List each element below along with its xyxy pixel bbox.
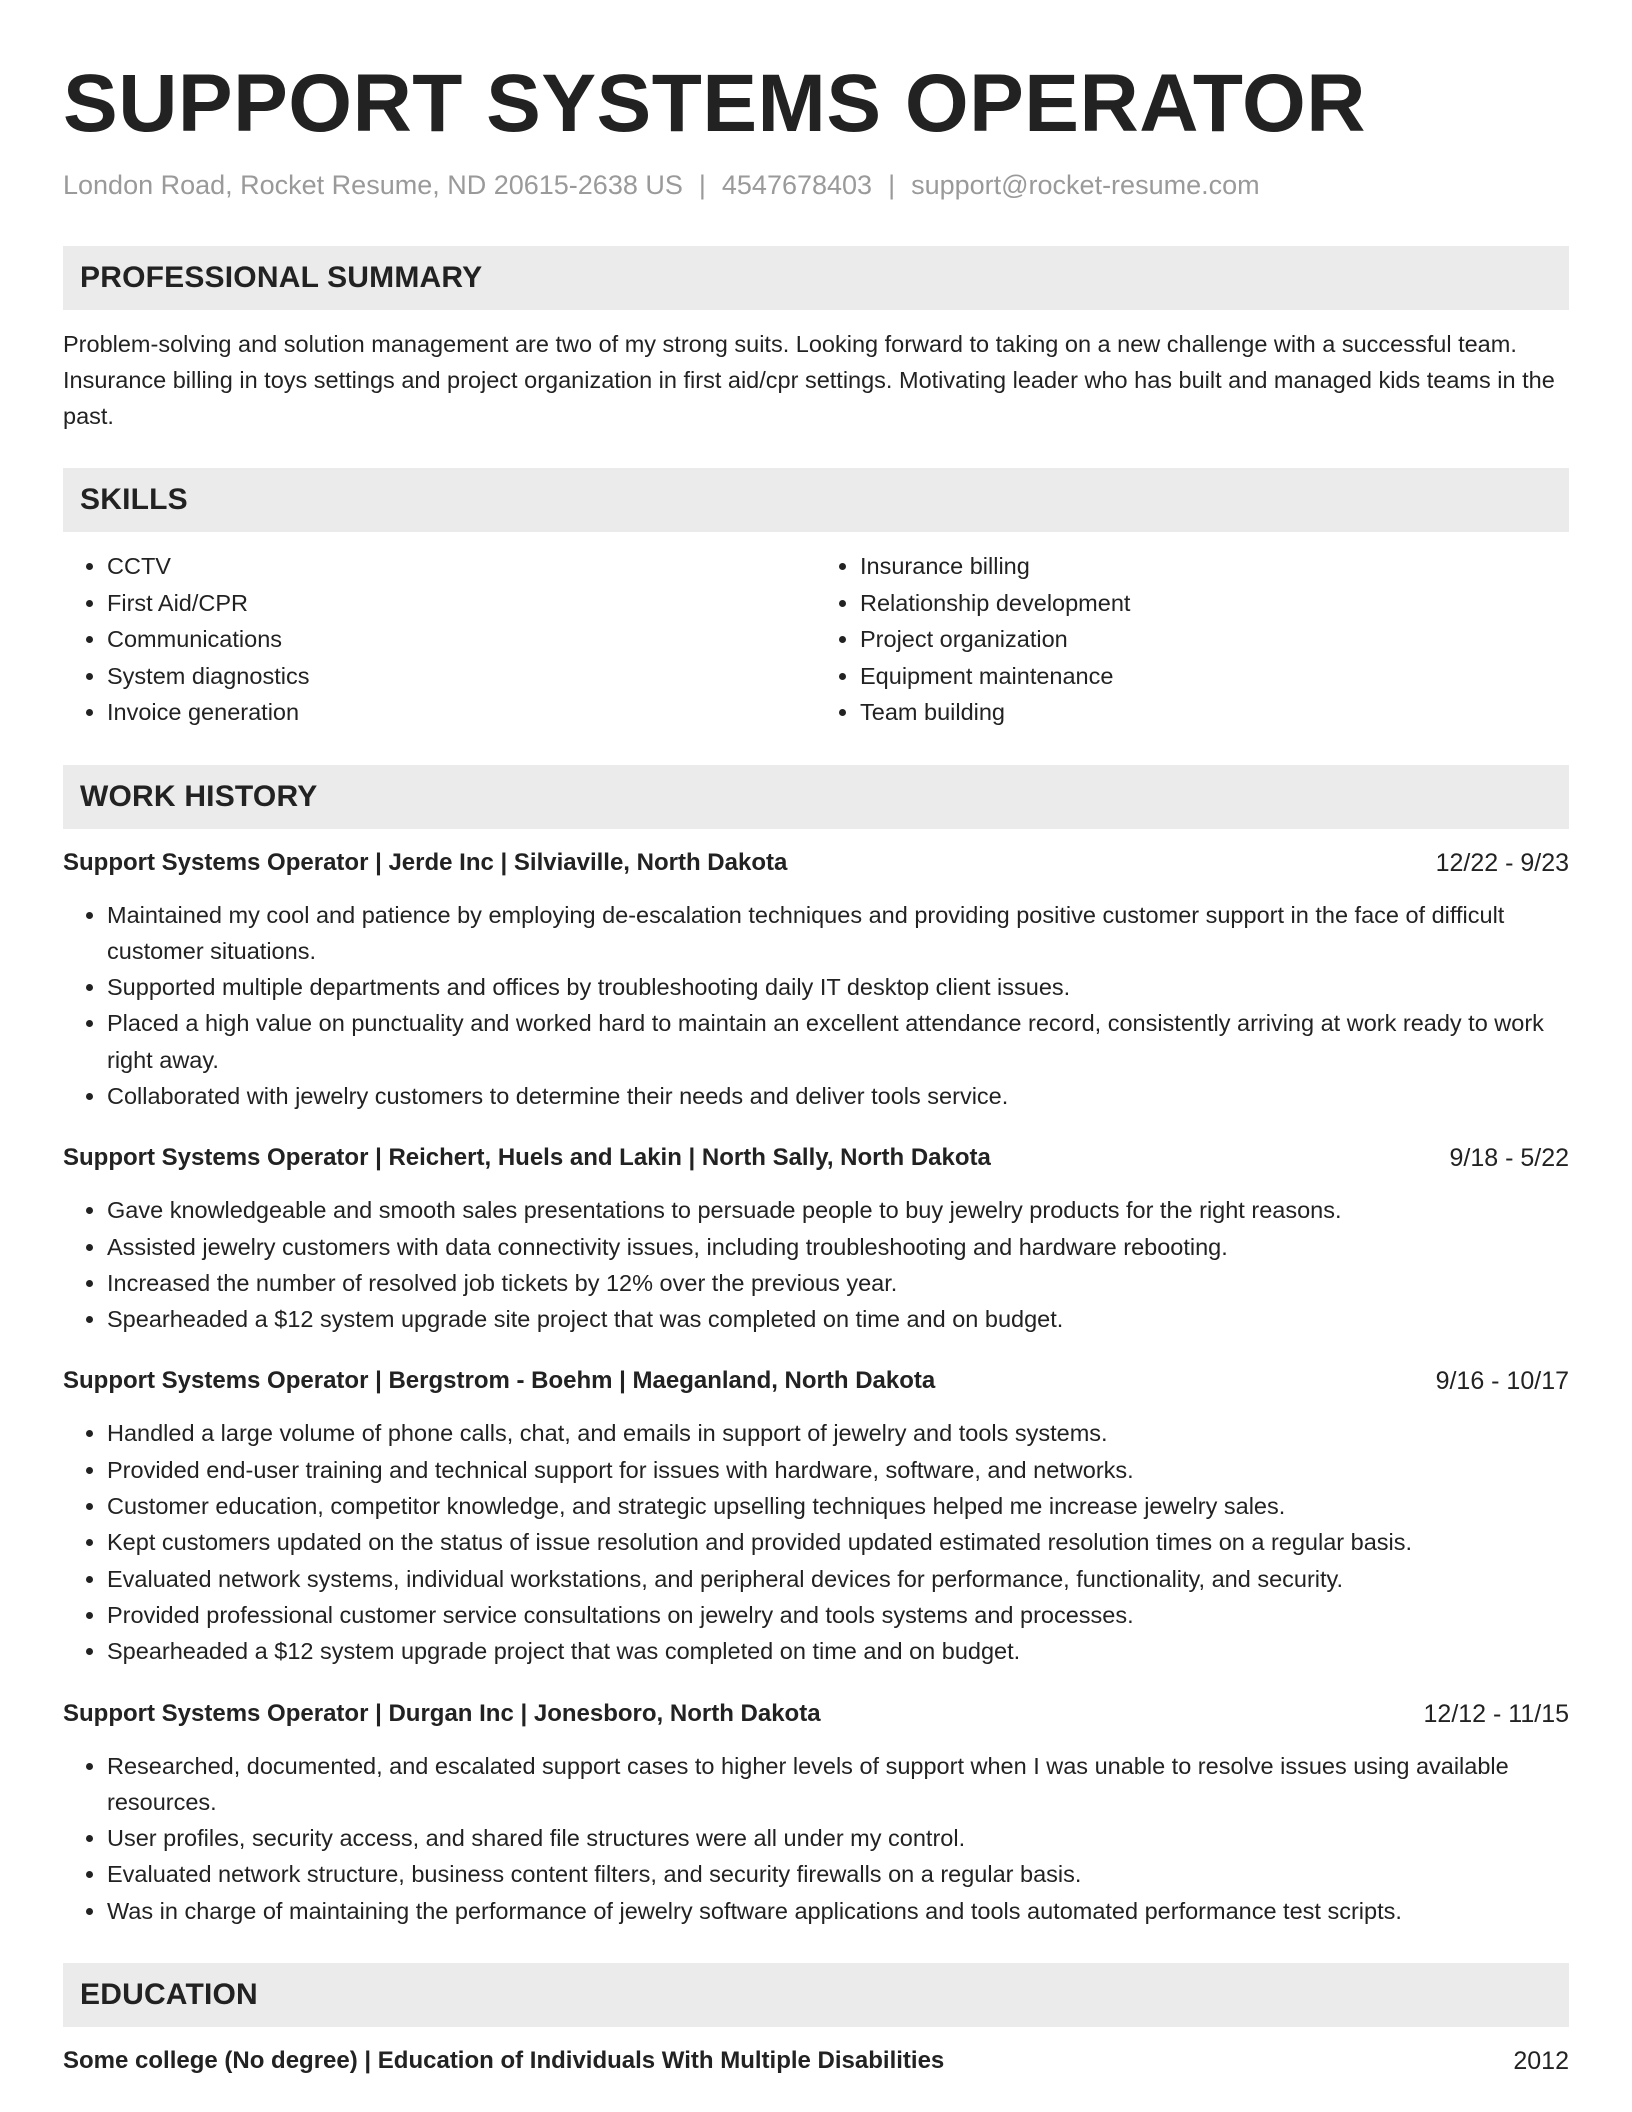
section-header-skills [63,468,1569,532]
job-bullet: • Was in charge of maintaining the performance of jewelry software applications and tools automated performance test scripts. [107,1893,1569,1929]
job-heading-row [63,1140,1569,1176]
job-entry [63,1363,1569,1669]
summary-text: Problem-solving and solution management are two of my strong suits. Looking forward to taking on a new challenge with a successful team. Insurance billing in toys settings and project organization in first aid/cpr settings. Motivating leader who has built and managed kids teams in the past. [63,331,1555,429]
skill-item: • Insurance billing [860,548,1569,585]
job-title: Support Systems Operator | Durgan Inc | Jonesboro, North Dakota [63,1699,821,1727]
education-title: Some college (No degree) | Education of Individuals With Multiple Disabilities [63,2047,945,2075]
education-entry [63,2043,1569,2079]
skill-item: • Equipment maintenance [860,658,1569,695]
job-heading-row [63,1363,1569,1399]
job-bullets [63,1415,1569,1669]
job-dates: 12/12 - 11/15 [1423,1699,1569,1728]
job-title: Support Systems Operator | Reichert, Huels and Lakin | North Sally, North Dakota [63,1144,991,1172]
section-title: SKILLS [80,483,188,516]
job-bullet: • Gave knowledgeable and smooth sales presentations to persuade people to buy jewelry products for the right reasons. [107,1192,1569,1228]
job-bullet: • Evaluated network systems, individual workstations, and peripheral devices for performance, functionality, and security. [107,1561,1569,1597]
job-entry [63,845,1569,1115]
address: London Road, Rocket Resume, ND 20615-2638 US [63,170,683,200]
phone-number: 4547678403 [721,170,873,200]
job-title: Support Systems Operator | Jerde Inc | Silviaville, North Dakota [63,848,788,876]
job-bullet: • Assisted jewelry customers with data connectivity issues, including troubleshooting and hardware rebooting. [107,1229,1569,1265]
section-title: PROFESSIONAL SUMMARY [80,261,483,294]
job-bullet: • Maintained my cool and patience by employing de-escalation techniques and providing positive customer support in the face of difficult customer situations. [107,897,1569,970]
job-bullet: • Handled a large volume of phone calls, chat, and emails in support of jewelry and tools systems. [107,1415,1569,1451]
job-bullet: • Spearheaded a $12 system upgrade project that was completed on time and on budget. [107,1633,1569,1669]
job-bullet: • Supported multiple departments and offices by troubleshooting daily IT desktop client issues. [107,969,1569,1005]
contact-line [63,168,1569,202]
job-heading-row [63,1696,1569,1732]
skill-item: • CCTV [107,548,816,585]
section-header-work-history [63,765,1569,829]
job-bullet: • User profiles, security access, and shared file structures were all under my control. [107,1820,1569,1856]
job-entry [63,1140,1569,1337]
skill-item: • First Aid/CPR [107,585,816,622]
skills-column-left [63,548,816,731]
job-dates: 9/16 - 10/17 [1435,1367,1569,1396]
skill-item: • Communications [107,621,816,658]
email-address: support@rocket-resume.com [911,170,1260,200]
job-dates: 9/18 - 5/22 [1449,1144,1569,1173]
skills-list [63,548,1569,731]
job-bullets [63,1748,1569,1929]
job-bullets [63,1192,1569,1337]
contact-separator: | [698,170,706,200]
job-bullet: • Researched, documented, and escalated support cases to higher levels of support when I was unable to resolve issues using available resources. [107,1748,1569,1821]
section-title: EDUCATION [80,1978,258,2012]
skill-item: • Project organization [860,621,1569,658]
job-dates: 12/22 - 9/23 [1435,848,1569,877]
education-year: 2012 [1513,2047,1569,2076]
section-title: WORK HISTORY [80,779,318,813]
contact-separator: | [888,170,896,200]
job-entry [63,1696,1569,1929]
job-bullet: • Provided professional customer service consultations on jewelry and tools systems and processes. [107,1597,1569,1633]
job-bullet: • Collaborated with jewelry customers to determine their needs and deliver tools service. [107,1078,1569,1114]
job-bullet: • Kept customers updated on the status of issue resolution and provided updated estimated resolution times on a regular basis. [107,1524,1569,1560]
skill-item: • Relationship development [860,585,1569,622]
skill-item: • Invoice generation [107,694,816,731]
job-bullet: • Evaluated network structure, business content filters, and security firewalls on a regular basis. [107,1856,1569,1892]
job-bullets [63,897,1569,1115]
section-header-summary [63,246,1569,310]
candidate-name: SUPPORT SYSTEMS OPERATOR [63,58,1366,149]
job-bullet: • Placed a high value on punctuality and worked hard to maintain an excellent attendance record, consistently arriving at work ready to work right away. [107,1005,1569,1078]
job-bullet: • Provided end-user training and technical support for issues with hardware, software, and networks. [107,1452,1569,1488]
job-bullet: • Spearheaded a $12 system upgrade site project that was completed on time and on budget. [107,1301,1569,1337]
skills-column-right [816,548,1569,731]
skill-item: • System diagnostics [107,658,816,695]
job-bullet: • Increased the number of resolved job tickets by 12% over the previous year. [107,1265,1569,1301]
job-heading-row [63,845,1569,881]
section-header-education [63,1963,1569,2027]
job-bullet: • Customer education, competitor knowledge, and strategic upselling techniques helped me increase jewelry sales. [107,1488,1569,1524]
job-title: Support Systems Operator | Bergstrom - Boehm | Maeganland, North Dakota [63,1367,936,1395]
skill-item: • Team building [860,694,1569,731]
